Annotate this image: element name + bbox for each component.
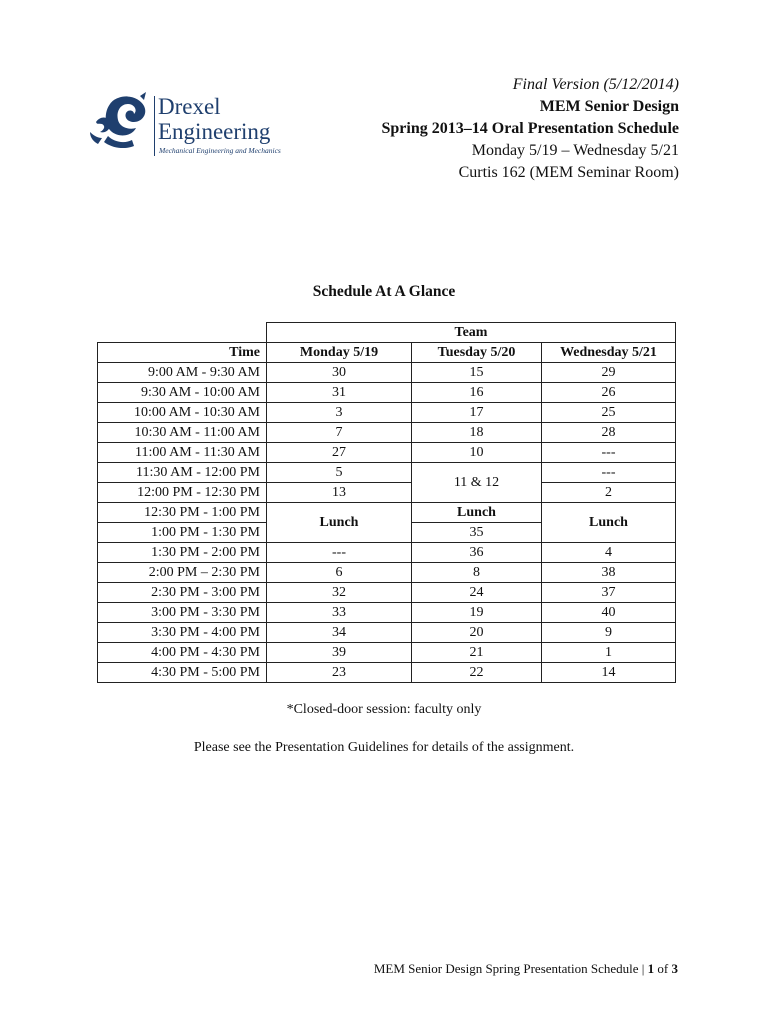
time-cell: 4:00 PM - 4:30 PM xyxy=(98,643,267,663)
monday-cell: 30 xyxy=(267,363,412,383)
schedule-table xyxy=(97,322,676,683)
table-row xyxy=(98,663,676,683)
tuesday-cell: 35 xyxy=(412,523,542,543)
tuesday-cell: 22 xyxy=(412,663,542,683)
drexel-engineering-logo xyxy=(88,92,298,162)
wednesday-cell: 26 xyxy=(542,383,676,403)
time-cell: 2:00 PM – 2:30 PM xyxy=(98,563,267,583)
footer-of: of xyxy=(654,961,672,976)
table-row xyxy=(98,443,676,463)
wednesday-cell: 2 xyxy=(542,483,676,503)
time-cell: 11:00 AM - 11:30 AM xyxy=(98,443,267,463)
dates-line: Monday 5/19 – Wednesday 5/21 xyxy=(471,142,679,159)
table-row xyxy=(98,383,676,403)
version-line: Final Version (5/12/2014) xyxy=(512,76,679,93)
tuesday-cell: 17 xyxy=(412,403,542,423)
wednesday-cell: 40 xyxy=(542,603,676,623)
wednesday-cell: 25 xyxy=(542,403,676,423)
blank-cell xyxy=(98,323,267,343)
column-header-row xyxy=(98,343,676,363)
tuesday-cell: 21 xyxy=(412,643,542,663)
team-header-cell: Team xyxy=(267,323,676,343)
logo-text-engineering: Engineering xyxy=(158,119,271,144)
wednesday-cell: 37 xyxy=(542,583,676,603)
table-row xyxy=(98,363,676,383)
wednesday-cell: 4 xyxy=(542,543,676,563)
table-row xyxy=(98,603,676,623)
tuesday-cell: 36 xyxy=(412,543,542,563)
tuesday-cell: 10 xyxy=(412,443,542,463)
time-cell: 10:30 AM - 11:00 AM xyxy=(98,423,267,443)
document-header xyxy=(382,74,680,184)
course-line: MEM Senior Design xyxy=(539,98,679,115)
monday-cell: 27 xyxy=(267,443,412,463)
time-cell: 1:30 PM - 2:00 PM xyxy=(98,543,267,563)
tuesday-cell: 24 xyxy=(412,583,542,603)
monday-cell: 39 xyxy=(267,643,412,663)
time-cell: 3:00 PM - 3:30 PM xyxy=(98,603,267,623)
time-column-header: Time xyxy=(98,343,267,363)
monday-cell: 34 xyxy=(267,623,412,643)
schedule-heading: Schedule At A Glance xyxy=(312,283,456,300)
time-cell: 1:00 PM - 1:30 PM xyxy=(98,523,267,543)
table-row xyxy=(98,563,676,583)
monday-cell: --- xyxy=(267,543,412,563)
wednesday-cell: 9 xyxy=(542,623,676,643)
monday-column-header: Monday 5/19 xyxy=(267,343,412,363)
table-row xyxy=(98,463,676,483)
tuesday-cell: 19 xyxy=(412,603,542,623)
time-cell: 9:30 AM - 10:00 AM xyxy=(98,383,267,403)
monday-lunch-cell: Lunch xyxy=(267,503,412,543)
monday-cell: 33 xyxy=(267,603,412,623)
wednesday-cell: 14 xyxy=(542,663,676,683)
page-total: 3 xyxy=(671,961,678,976)
time-cell: 4:30 PM - 5:00 PM xyxy=(98,663,267,683)
wednesday-lunch-cell: Lunch xyxy=(542,503,676,543)
location-line: Curtis 162 (MEM Seminar Room) xyxy=(458,164,679,181)
logo-divider xyxy=(154,96,155,156)
time-cell: 12:30 PM - 1:00 PM xyxy=(98,503,267,523)
wednesday-cell: --- xyxy=(542,443,676,463)
monday-cell: 31 xyxy=(267,383,412,403)
tuesday-lunch-cell: Lunch xyxy=(412,503,542,523)
table-row xyxy=(98,623,676,643)
table-row xyxy=(98,503,676,523)
tuesday-cell: 16 xyxy=(412,383,542,403)
table-row xyxy=(98,543,676,563)
wednesday-cell: 28 xyxy=(542,423,676,443)
tuesday-cell: 15 xyxy=(412,363,542,383)
monday-cell: 32 xyxy=(267,583,412,603)
time-cell: 3:30 PM - 4:00 PM xyxy=(98,623,267,643)
monday-cell: 6 xyxy=(267,563,412,583)
wednesday-cell: --- xyxy=(542,463,676,483)
page-number: 1 xyxy=(647,961,655,976)
monday-cell: 7 xyxy=(267,423,412,443)
page-footer xyxy=(374,961,678,977)
team-header-row xyxy=(98,323,676,343)
wednesday-cell: 38 xyxy=(542,563,676,583)
table-row xyxy=(98,403,676,423)
table-row xyxy=(98,643,676,663)
wednesday-cell: 1 xyxy=(542,643,676,663)
monday-cell: 3 xyxy=(267,403,412,423)
footer-text: MEM Senior Design Spring Presentation Schedule | xyxy=(373,961,648,976)
time-cell: 11:30 AM - 12:00 PM xyxy=(98,463,267,483)
logo-subtitle: Mechanical Engineering and Mechanics xyxy=(159,146,281,155)
time-cell: 9:00 AM - 9:30 AM xyxy=(98,363,267,383)
tuesday-column-header: Tuesday 5/20 xyxy=(412,343,542,363)
table-row xyxy=(98,423,676,443)
time-cell: 2:30 PM - 3:00 PM xyxy=(98,583,267,603)
tuesday-cell: 11 & 12 xyxy=(412,463,542,503)
monday-cell: 5 xyxy=(267,463,412,483)
guidelines-note: Please see the Presentation Guidelines for details of the assignment. xyxy=(193,740,575,755)
tuesday-cell: 8 xyxy=(412,563,542,583)
closed-door-note: *Closed-door session: faculty only xyxy=(286,702,482,717)
dragon-icon xyxy=(88,92,152,148)
wednesday-column-header: Wednesday 5/21 xyxy=(542,343,676,363)
schedule-title-line: Spring 2013–14 Oral Presentation Schedule xyxy=(381,120,679,137)
table-row xyxy=(98,583,676,603)
tuesday-cell: 18 xyxy=(412,423,542,443)
logo-text-drexel: Drexel xyxy=(158,94,221,119)
time-cell: 12:00 PM - 12:30 PM xyxy=(98,483,267,503)
time-cell: 10:00 AM - 10:30 AM xyxy=(98,403,267,423)
tuesday-cell: 20 xyxy=(412,623,542,643)
table-row xyxy=(98,483,676,503)
monday-cell: 13 xyxy=(267,483,412,503)
wednesday-cell: 29 xyxy=(542,363,676,383)
monday-cell: 23 xyxy=(267,663,412,683)
